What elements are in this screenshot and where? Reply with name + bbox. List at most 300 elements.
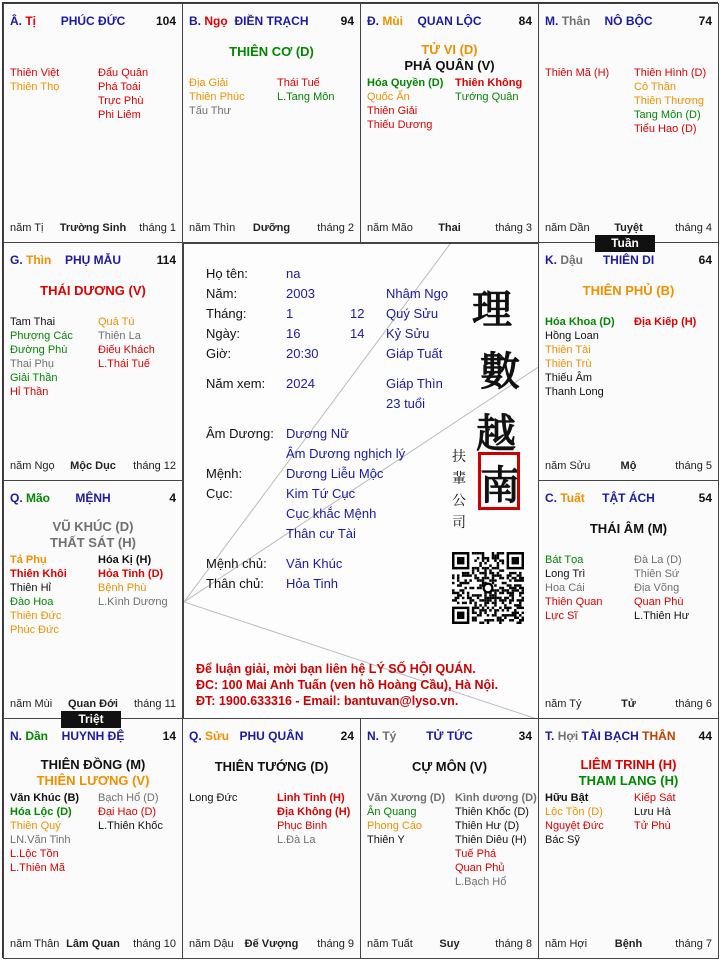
decade-year: năm Thân: [10, 938, 60, 950]
branch-prefix: K.: [545, 253, 557, 267]
minor-stars-right: [98, 315, 155, 371]
branch-name: Thìn: [26, 253, 52, 267]
branch-name: Mùi: [382, 14, 404, 28]
minor-star: Tiểu Hao (D): [634, 123, 697, 135]
palace-label: HUYNH ĐỆ: [61, 729, 125, 743]
palace-footer: [545, 938, 712, 952]
value-year: 2003: [286, 286, 315, 301]
palace-number: 4: [169, 491, 176, 505]
minor-star: Hoa Cái: [545, 582, 585, 594]
palace-footer: [189, 938, 354, 952]
major-star: TỬ VI (D): [421, 42, 478, 57]
minor-star: L.Thái Tuế: [98, 358, 150, 370]
label-than-chu: Thân chủ:: [206, 576, 264, 591]
palace-label: PHỤ MẪU: [65, 253, 121, 267]
small-calligraphy-2: 輩: [452, 471, 466, 487]
major-star: THAM LANG (H): [578, 773, 679, 788]
palace-cell-ty[interactable]: [360, 718, 539, 959]
minor-star: Thái Tuế: [277, 77, 320, 89]
minor-star: Hóa Quyền (D): [367, 77, 444, 89]
minor-star: Trực Phù: [98, 95, 144, 107]
branch-name: Ngọ: [204, 14, 228, 28]
minor-star: Long Trì: [545, 568, 586, 580]
minor-stars-left: [10, 66, 59, 94]
month-label: tháng 10: [133, 938, 176, 950]
label-menh-chu: Mệnh chủ:: [206, 556, 267, 571]
minor-star: L.Thiên Khốc: [98, 820, 163, 832]
palace-name: [189, 729, 354, 743]
label-view-year: Năm xem:: [206, 376, 266, 391]
minor-star: Tử Phù: [634, 820, 671, 832]
decade-year: năm Dậu: [189, 938, 234, 950]
minor-star: Phá Toái: [98, 81, 141, 93]
small-calligraphy-4: 司: [452, 515, 466, 531]
major-star: THIÊN TƯỚNG (D): [214, 759, 329, 774]
branch-name: Sửu: [205, 729, 230, 743]
minor-stars-left: [367, 76, 443, 132]
palace-header: [367, 14, 532, 30]
value-am-duong-note: Âm Dương nghịch lý: [286, 446, 406, 461]
minor-star: Điếu Khách: [98, 344, 155, 356]
major-star: VŨ KHÚC (D): [52, 519, 134, 534]
label-name: Họ tên:: [206, 266, 248, 281]
palace-name: [367, 14, 532, 28]
palace-number: 44: [698, 729, 712, 743]
palace-number: 24: [340, 729, 354, 743]
palace-label: PHU QUÂN: [239, 729, 304, 743]
palace-number: 104: [155, 14, 176, 28]
palace-label: QUAN LỘC: [417, 14, 482, 28]
minor-star: Tam Thai: [10, 316, 56, 328]
decade-year: năm Mùi: [10, 698, 53, 710]
minor-stars-right: [634, 553, 689, 623]
minor-stars-right: [98, 66, 148, 122]
minor-stars-left: [10, 315, 73, 399]
palace-footer: [10, 222, 176, 236]
minor-star: Hỉ Thần: [10, 386, 49, 398]
minor-star: Thiên Không: [455, 77, 523, 89]
palace-name: [10, 729, 176, 743]
value-month-can: Quý Sửu: [386, 306, 439, 321]
major-star: THIÊN LƯƠNG (V): [36, 773, 150, 788]
life-stage: Đế Vượng: [244, 938, 299, 950]
minor-star: L.Lộc Tồn: [10, 848, 59, 860]
palace-footer: [10, 698, 176, 712]
minor-star: Lưu Hà: [634, 806, 671, 818]
minor-star: Long Đức: [189, 792, 238, 804]
major-star: THIÊN CƠ (D): [229, 44, 314, 59]
minor-stars-right: [634, 791, 676, 833]
minor-star: L.Thiên Hư: [634, 610, 690, 622]
minor-star: Hữu Bật: [545, 792, 589, 804]
than-marker: THÂN: [642, 729, 676, 743]
palace-label: TỬ TỨC: [426, 729, 473, 743]
minor-star: Tấu Thư: [189, 105, 232, 117]
decade-year: năm Tuất: [367, 938, 413, 950]
palace-cell-dau[interactable]: [538, 242, 719, 481]
minor-star: Thanh Long: [545, 386, 604, 398]
minor-stars-left: [545, 553, 602, 623]
palace-footer: [189, 222, 354, 236]
branch-name: Hợi: [557, 729, 579, 743]
minor-stars-left: [367, 791, 445, 847]
minor-star: Quan Phù: [634, 596, 684, 608]
tuan-tag: Tuần: [595, 235, 655, 252]
branch-prefix: N.: [10, 729, 22, 743]
minor-star: Đẩu Quân: [98, 67, 149, 79]
palace-header: [545, 491, 712, 507]
palace-name: [10, 253, 176, 267]
minor-star: Văn Khúc (B): [10, 792, 80, 804]
palace-label: THIÊN DI: [602, 253, 655, 267]
palace-number: 114: [156, 253, 176, 267]
minor-star: Hóa Khoa (D): [545, 316, 615, 328]
minor-star: Hóa Lộc (D): [10, 806, 72, 818]
palace-header: [10, 491, 176, 507]
branch-prefix: M.: [545, 14, 559, 28]
minor-stars-right: [634, 66, 706, 136]
minor-star: Thiên Hình (D): [634, 67, 707, 79]
value-view-can: Giáp Thìn: [386, 376, 443, 391]
center-info-panel: [183, 243, 539, 719]
branch-prefix: B.: [189, 14, 201, 28]
minor-star: Địa Không (H): [277, 806, 351, 818]
palace-header: [189, 14, 354, 30]
minor-star: Tướng Quân: [455, 91, 519, 103]
palace-header: [10, 729, 176, 745]
month-label: tháng 6: [675, 698, 712, 710]
small-calligraphy-3: 公: [452, 493, 466, 509]
red-seal-stamp: [478, 452, 520, 510]
life-stage: Thai: [438, 222, 461, 234]
minor-star: Hồng Loan: [545, 330, 599, 342]
minor-star: Thiên Tài: [545, 344, 591, 356]
major-star: LIÊM TRINH (H): [580, 757, 677, 772]
branch-prefix: Đ.: [367, 14, 379, 28]
palace-name: [545, 14, 712, 28]
minor-star: Thiên Khôi: [10, 568, 67, 580]
value-than-chu: Hỏa Tinh: [286, 576, 339, 591]
value-am-duong: Dương Nữ: [286, 426, 349, 441]
month-label: tháng 9: [317, 938, 354, 950]
palace-footer: [367, 938, 532, 952]
month-label: tháng 2: [317, 222, 354, 234]
palace-cell-mao[interactable]: [3, 480, 183, 719]
minor-stars-left: [545, 791, 604, 847]
minor-star: Thiên Thương: [634, 95, 705, 107]
minor-star: Thiên Việt: [10, 67, 60, 79]
month-label: tháng 11: [133, 698, 176, 710]
minor-star: Văn Xương (D): [367, 792, 446, 804]
label-am-duong: Âm Dương:: [206, 426, 274, 441]
life-stage: Mộ: [620, 460, 637, 472]
month-label: tháng 5: [675, 460, 712, 472]
label-hour: Giờ:: [206, 346, 232, 361]
value-hour: 20:30: [286, 346, 319, 361]
life-stage: Lâm Quan: [66, 938, 120, 950]
minor-star: Thiên La: [98, 330, 141, 342]
minor-star: Quan Phủ: [455, 862, 505, 874]
minor-star: Thiên Trù: [545, 358, 592, 370]
branch-prefix: T.: [545, 729, 555, 743]
palace-label: TÀI BẠCH: [581, 729, 639, 743]
palace-name: [545, 729, 712, 743]
value-day: 16: [286, 326, 301, 341]
decade-year: năm Hợi: [545, 938, 588, 950]
horoscope-board: [2, 2, 718, 958]
palace-cell-suu[interactable]: [182, 718, 361, 959]
minor-stars-right: [98, 791, 163, 833]
minor-star: L.Thiên Mã: [10, 862, 66, 874]
contact-line-2: ĐC: 100 Mai Anh Tuấn (ven hồ Hoàng Cầu), Hà Nội.: [196, 678, 499, 692]
palace-label: NÔ BỘC: [604, 14, 653, 28]
minor-star: Thiên Giải: [367, 105, 418, 117]
decade-year: năm Ngọ: [10, 460, 55, 472]
life-stage: Trường Sinh: [59, 222, 127, 234]
month-label: tháng 3: [495, 222, 532, 234]
minor-star: Thiên Diêu (H): [455, 834, 527, 846]
minor-star: Phượng Các: [10, 330, 73, 342]
value-menh-chu: Văn Khúc: [286, 556, 343, 571]
branch-name: Tị: [25, 14, 37, 28]
minor-star: Thiên Phúc: [189, 91, 245, 103]
minor-star: Tuế Phá: [455, 848, 497, 860]
minor-star: Thiên Đức: [10, 610, 62, 622]
minor-stars-left: [10, 791, 79, 875]
minor-star: Thiếu Âm: [545, 372, 593, 384]
month-label: tháng 1: [139, 222, 176, 234]
minor-stars-right: [634, 315, 696, 329]
life-stage: Bệnh: [614, 938, 643, 950]
branch-name: Tuất: [560, 491, 585, 505]
palace-name: [189, 14, 354, 28]
branch-prefix: G.: [10, 253, 23, 267]
value-cuc: Kim Tứ Cục: [286, 486, 356, 501]
contact-line-1: Để luận giải, mời bạn liên hệ LÝ SỐ HỘI QUÁN.: [196, 662, 476, 676]
palace-footer: [545, 698, 712, 712]
minor-star: Kiếp Sát: [634, 792, 676, 804]
branch-name: Thân: [561, 14, 591, 28]
minor-star: Lộc Tồn (D): [545, 806, 603, 818]
palace-header: [10, 253, 176, 269]
branch-prefix: Q.: [189, 729, 202, 743]
minor-stars-left: [189, 76, 245, 118]
minor-star: L.Đà La: [277, 834, 316, 846]
major-star: THIÊN PHỦ (B): [582, 283, 675, 298]
minor-star: Thiên Hư (D): [455, 820, 520, 832]
palace-label: PHÚC ĐỨC: [60, 14, 126, 28]
minor-star: Giải Thần: [10, 372, 58, 384]
branch-name: Dần: [25, 729, 49, 743]
minor-star: Thiên Thọ: [10, 81, 60, 93]
minor-star: Đà La (D): [634, 554, 682, 566]
palace-name: [10, 14, 176, 28]
minor-star: Quốc Ấn: [367, 91, 410, 103]
minor-star: LN.Văn Tinh: [10, 834, 71, 846]
decade-year: năm Sửu: [545, 460, 591, 472]
branch-prefix: N.: [367, 729, 379, 743]
minor-star: Kình dương (D): [455, 792, 537, 804]
value-name: na: [286, 266, 301, 281]
value-than-cu: Thân cư Tài: [286, 526, 356, 541]
minor-star: Thiên Mã (H): [545, 67, 610, 79]
major-star: CỰ MÔN (V): [411, 759, 488, 774]
value-menh: Dương Liễu Mộc: [286, 466, 384, 481]
minor-star: Ân Quang: [367, 806, 417, 818]
value-year-can: Nhâm Ngọ: [386, 286, 449, 301]
minor-star: Phi Liêm: [98, 109, 141, 121]
palace-cell-hoi[interactable]: [538, 718, 719, 959]
major-star: PHÁ QUÂN (V): [404, 58, 495, 73]
minor-star: Bạch Hổ (D): [98, 792, 159, 804]
palace-header: [545, 14, 712, 30]
major-star: THÁI DƯƠNG (V): [40, 283, 146, 298]
minor-star: Địa Giải: [189, 77, 229, 89]
minor-star: Hóa Kị (H): [98, 554, 152, 566]
minor-star: Đào Hoa: [10, 596, 54, 608]
palace-number: 54: [698, 491, 712, 505]
branch-name: Tý: [382, 729, 397, 743]
life-stage: Suy: [439, 938, 460, 950]
major-star: THÁI ÂM (M): [589, 521, 668, 536]
branch-prefix: Q.: [10, 491, 23, 505]
value-hour-can: Giáp Tuất: [386, 346, 443, 361]
palace-header: [545, 253, 712, 269]
life-stage: Tuyệt: [614, 222, 643, 234]
decade-year: năm Dần: [545, 222, 590, 234]
branch-name: Dậu: [560, 253, 584, 267]
value-view-year: 2024: [286, 376, 315, 391]
branch-name: Mão: [26, 491, 51, 505]
minor-star: Đại Hao (D): [98, 806, 157, 818]
palace-name: [545, 491, 712, 505]
value-cuc-note: Cục khắc Mệnh: [286, 506, 377, 521]
minor-star: Đường Phù: [10, 344, 68, 356]
minor-star: Thiên Khốc (D): [455, 806, 529, 818]
decade-year: năm Tị: [10, 222, 44, 234]
minor-star: Thiên Hỉ: [10, 582, 51, 594]
value-age: 23 tuổi: [386, 396, 426, 411]
major-star: THẤT SÁT (H): [50, 535, 136, 550]
minor-star: Lực Sĩ: [545, 610, 578, 622]
palace-name: [10, 491, 176, 505]
minor-stars-right: [455, 76, 522, 104]
small-calligraphy-1: 扶: [452, 449, 466, 465]
minor-star: Cô Thần: [634, 81, 676, 93]
palace-cell-than[interactable]: [538, 3, 719, 243]
minor-star: Thiên Y: [367, 834, 405, 846]
minor-star: Hỏa Tinh (D): [98, 568, 164, 580]
minor-star: Thiên Quý: [10, 820, 61, 832]
palace-header: [367, 729, 532, 745]
decade-year: năm Thìn: [189, 222, 236, 234]
month-label: tháng 4: [675, 222, 712, 234]
minor-star: L.Kình Dương: [98, 596, 168, 608]
palace-name: [367, 729, 532, 743]
month-label: tháng 8: [495, 938, 532, 950]
minor-stars-left: [189, 791, 237, 805]
life-stage: Tử: [621, 698, 636, 710]
major-star: THIÊN ĐỒNG (M): [40, 757, 146, 772]
palace-number: 84: [518, 14, 532, 28]
palace-label: MỆNH: [75, 491, 111, 505]
month-label: tháng 7: [675, 938, 712, 950]
value-day-lunar: 14: [350, 326, 365, 341]
palace-label: TẬT ÁCH: [602, 491, 655, 505]
palace-cell-dan[interactable]: [3, 718, 183, 959]
minor-star: Phong Cáo: [367, 820, 423, 832]
minor-star: Bát Tọa: [545, 554, 584, 566]
palace-footer: [545, 460, 712, 474]
triet-tag: Triệt: [61, 711, 121, 728]
palace-footer: [367, 222, 532, 236]
minor-stars-left: [545, 315, 615, 399]
minor-stars-right: [277, 76, 334, 104]
branch-prefix: C.: [545, 491, 557, 505]
palace-footer: [545, 222, 712, 236]
minor-star: L.Bạch Hổ: [455, 876, 507, 888]
palace-label: ĐIỀN TRẠCH: [234, 14, 309, 28]
minor-star: Địa Võng: [634, 582, 680, 594]
minor-star: Nguyệt Đức: [545, 820, 604, 832]
palace-footer: [10, 460, 176, 474]
minor-star: Thiếu Dương: [367, 119, 433, 131]
calligraphy-char-2: 數: [480, 348, 520, 395]
minor-star: L.Tang Môn: [277, 91, 335, 103]
calligraphy-char-3: 越: [476, 410, 516, 457]
label-day: Ngày:: [206, 326, 240, 341]
minor-star: Tang Môn (D): [634, 109, 701, 121]
palace-cell-thin[interactable]: [3, 242, 183, 481]
minor-star: Bác Sỹ: [545, 834, 580, 846]
palace-number: 74: [698, 14, 712, 28]
palace-header: [189, 729, 354, 745]
decade-year: năm Mão: [367, 222, 413, 234]
minor-star: Quả Tú: [98, 316, 135, 328]
minor-star: Thai Phụ: [10, 358, 55, 370]
value-day-can: Kỷ Sửu: [386, 326, 430, 341]
contact-line-3: ĐT: 1900.633316 - Email: bantuvan@lyso.vn.: [196, 694, 459, 708]
minor-star: Địa Kiếp (H): [634, 316, 697, 328]
palace-cell-mui[interactable]: [360, 3, 539, 243]
decade-year: năm Tý: [545, 698, 582, 710]
minor-star: Linh Tinh (H): [277, 792, 345, 804]
life-stage: Mộc Dục: [70, 460, 116, 472]
minor-star: Tả Phụ: [10, 554, 47, 566]
palace-cell-tuat[interactable]: [538, 480, 719, 719]
palace-footer: [10, 938, 176, 952]
palace-cell-ngo[interactable]: [182, 3, 361, 243]
minor-star: Bệnh Phù: [98, 582, 147, 594]
palace-number: 34: [518, 729, 532, 743]
branch-prefix: Â.: [10, 14, 22, 28]
value-month-lunar: 12: [350, 306, 365, 321]
palace-header: [545, 729, 712, 745]
value-month: 1: [286, 306, 294, 321]
label-cuc: Cục:: [206, 486, 233, 501]
calligraphy-char-4: 南: [480, 462, 520, 509]
qr-code[interactable]: [452, 552, 524, 624]
life-stage: Quan Đới: [68, 698, 118, 710]
minor-star: Thiên Sứ: [634, 568, 680, 580]
minor-star: Phúc Đức: [10, 624, 59, 636]
minor-stars-right: [277, 791, 350, 847]
calligraphy-char-1: 理: [472, 286, 512, 333]
palace-name: [545, 253, 712, 267]
minor-stars-right: [455, 791, 537, 889]
palace-cell-ti[interactable]: [3, 3, 183, 243]
minor-star: Thiên Quan: [545, 596, 603, 608]
